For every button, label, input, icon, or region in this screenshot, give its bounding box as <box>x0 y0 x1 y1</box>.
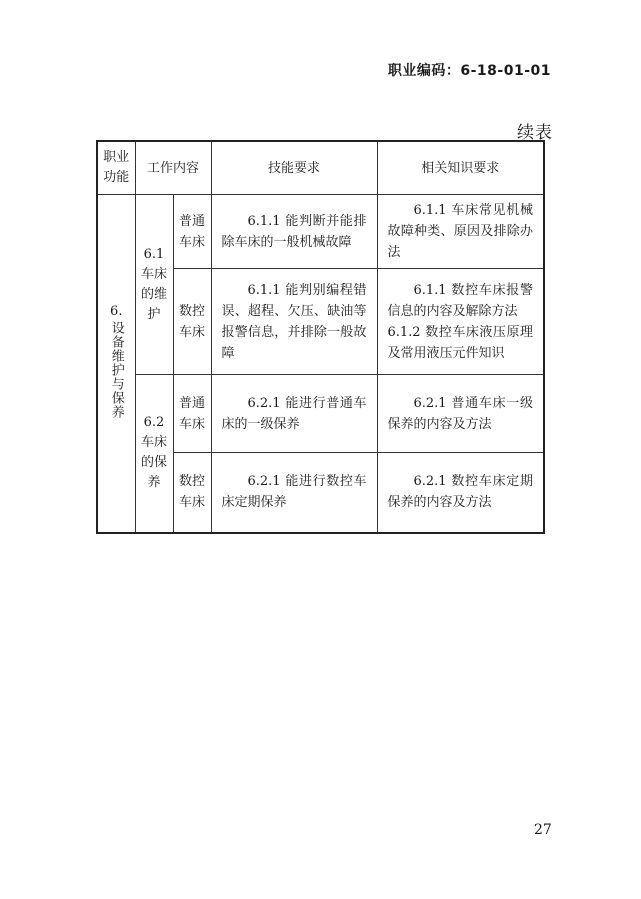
section-title: 6.1 车床 的维 护 <box>135 195 173 375</box>
skill-cell: 6.1.1 能判断并能排除车床的一般机械故障 <box>211 195 377 269</box>
machine-type: 普通 车床 <box>173 195 211 269</box>
header-skill: 技能要求 <box>211 141 377 195</box>
continued-label: 续表 <box>517 123 553 143</box>
machine-type: 数控 车床 <box>173 453 211 533</box>
skill-cell: 6.2.1 能进行数控车床定期保养 <box>211 453 377 533</box>
knowledge-cell: 6.2.1 普通车床一级保养的内容及方法 <box>377 375 544 453</box>
section-title: 6.2 车床 的保 养 <box>135 375 173 533</box>
header-work-content: 工作内容 <box>135 141 211 195</box>
function-name: 设备维护与保养 <box>108 320 124 419</box>
knowledge-cell: 6.1.1 车床常见机械故障种类、原因及排除办法 <box>377 195 544 269</box>
header-function: 职业 功能 <box>97 141 135 195</box>
table-row <box>97 195 544 269</box>
machine-type: 数控 车床 <box>173 269 211 375</box>
function-number: 6. <box>110 303 123 319</box>
table-header-row <box>97 141 544 195</box>
header-knowledge: 相关知识要求 <box>377 141 544 195</box>
machine-type: 普通 车床 <box>173 375 211 453</box>
table-row <box>97 375 544 453</box>
knowledge-cell: 6.1.1 数控车床报警信息的内容及解除方法 6.1.2 数控车床液压原理及常用液压元件知识 <box>377 269 544 375</box>
skills-table <box>96 140 545 534</box>
knowledge-cell: 6.2.1 数控车床定期保养的内容及方法 <box>377 453 544 533</box>
skill-cell: 6.1.1 能判别编程错误、超程、欠压、缺油等报警信息，并排除一般故障 <box>211 269 377 375</box>
occupation-code: 职业编码：6-18-01-01 <box>387 63 551 79</box>
function-cell <box>97 195 135 533</box>
skill-cell: 6.2.1 能进行普通车床的一级保养 <box>211 375 377 453</box>
page-number: 27 <box>534 822 552 838</box>
